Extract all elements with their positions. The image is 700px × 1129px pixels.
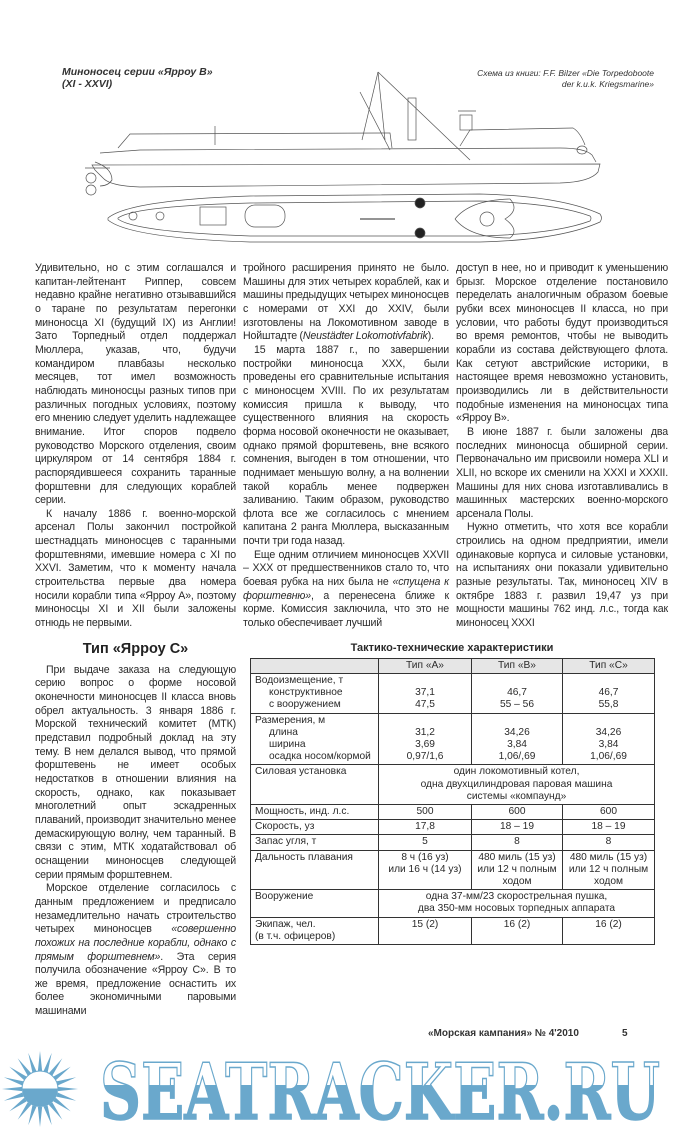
figure-area	[0, 0, 700, 258]
row-label	[251, 673, 379, 713]
source-line: der k.u.k. Kriegsmarine»	[561, 78, 654, 89]
ship-drawing	[0, 0, 700, 258]
cell: одна 37-мм/23 скорострельная пушка, два 350-мм носовых торпедных аппарата	[379, 890, 655, 917]
text-run: Морское отделение согласилось с данным предложением и предписало незамедлительно начать строительство четырех миноносцев	[35, 882, 236, 936]
cell: 8 ч (16 уз) или 16 ч (14 уз)	[379, 850, 472, 890]
table-row	[251, 917, 655, 944]
text-run: . Эта серия получила обозначение «Ярроу С». В то же время, предложение оснастить их более экономичными паровыми машинами	[35, 950, 236, 1018]
cell: 31,2 3,69 0,97/1,6	[379, 713, 472, 765]
paragraph: При выдаче заказа на следующую серию вопрос о форме носовой оконечности миноносцев II класса вновь обрел актуальность. 3 января 1886 г. Морской технический комитет (МТК) представил подробный доклад на эту тему. В нем делался вывод, что прямой форштевень не имеет особых недостатков в отношении влияния на скорость, однако, как показывает многолетний опыт эскадренных плаваний, производит значительно менее демаскирующую волну, чем таранный. В связи с этим, МТК ходатайствовал об оснащении миноносцев следующей серии прямым форштевнем.	[35, 663, 236, 881]
side-view	[85, 72, 600, 195]
cell: один локомотивный котел, одна двухцилиндровая паровая машина системы «компаунд»	[379, 765, 655, 805]
section-heading: Тип «Ярроу С»	[82, 640, 189, 657]
cell: 5	[379, 835, 472, 850]
row-label: Силовая установка	[251, 765, 379, 805]
text-run: , а перенесена ближе к корме. Комиссия заключила, что это не только обеспечивает лучший	[243, 589, 449, 630]
sublabel: с вооружением	[269, 699, 341, 711]
cell: 46,7 55,8	[563, 673, 655, 713]
cell: 34,26 3,84 1,06/,69	[563, 713, 655, 765]
table-row	[251, 673, 655, 713]
caption-subtitle: (XI - XXVI)	[62, 78, 113, 90]
text-run: тройного расширения принято не было. Машины для этих четырех кораблей, как и машины предыдущих четырех миноносцев с номерами от XXI до XXIV, были изготовлены на Локомотивном заводе в Нойштадте (	[243, 262, 449, 343]
plan-view	[108, 194, 602, 242]
text-run: Еще одним отличием миноносцев XXVII – XXX от предшественников стало то, что боевая рубка на них была не	[243, 548, 449, 589]
cell: 16 (2)	[472, 917, 563, 944]
paragraph: В июне 1887 г. были заложены два последних миноносца обширной серии. Первоначально им присвоили номера XLI и XLII, но вскоре их сменили на XXXI и XXXII. Машины для них снова изготавливались в машинных мастерских военно-морского арсенала Полы.	[456, 425, 668, 520]
sublabel: длина	[269, 726, 298, 738]
paragraph: Удивительно, но с этим соглашался и капитан-лейтенант Риппер, совсем недавно крайне негативно отзывавшийся о таране по результатам перегонки миноносца XI (будущий IX) из Англии! Зато Торпедный отдел поддержал Мюллера, указав, что, будучи командиром плавбазы несколько месяцев, тот имел возможность наблюдать миноносцы разных типов при различных погодных условиях, поэтому его мнению следует уделить надлежащее внимание. Итог споров подвело руководство Морского отделения, своим циркуляром от 14 сентября 1884 г. распорядившееся сохранить таранные форштевни для следующих кораблей серии.	[35, 262, 236, 507]
cell: 8	[563, 835, 655, 850]
cell: 480 миль (15 уз) или 12 ч полным ходом	[472, 850, 563, 890]
cell: 16 (2)	[563, 917, 655, 944]
italic-quote: «совершенно похожих на последние корабли, однако с прямым форштевнем»	[35, 923, 236, 963]
cell: 46,7 55 – 56	[472, 673, 563, 713]
paragraph: Нужно отметить, что хотя все корабли строились на одном предприятии, имели одинаковые корпуса и силовые установки, на испытаниях они показали удивительно разные результаты. Так, миноносец XIV в октябре 1883 г. развил 19,47 уз при мощности машины 762 инд. л.с., тогда как миноносец XXXI	[456, 521, 668, 630]
row-label: Скорость, уз	[251, 820, 379, 835]
specs-table	[250, 658, 655, 945]
cell: 18 – 19	[472, 820, 563, 835]
text-run: ).	[427, 330, 434, 343]
sublabel: осадка носом/кормой	[269, 751, 371, 763]
sun-logo-icon	[2, 1051, 78, 1127]
seatracker-watermark	[0, 1045, 700, 1129]
sublabel: ширина	[269, 738, 306, 750]
text-column-3	[456, 262, 668, 631]
text-column-1-bottom	[35, 664, 236, 1019]
row-label: Мощность, инд. л.с.	[251, 804, 379, 819]
cell: 8	[472, 835, 563, 850]
sublabel: конструктивное	[269, 687, 343, 699]
cell: 600	[563, 804, 655, 819]
table-header-row	[251, 658, 655, 673]
table-row	[251, 765, 655, 805]
cell: 600	[472, 804, 563, 819]
cell: 17,8	[379, 820, 472, 835]
paragraph	[35, 882, 236, 1019]
table-row	[251, 890, 655, 917]
figure-source	[477, 68, 654, 89]
row-label: Запас угля, т	[251, 835, 379, 850]
table-row	[251, 804, 655, 819]
footer-magazine: «Морская кампания» № 4'2010	[428, 1027, 579, 1039]
row-label: Дальность плавания	[251, 850, 379, 890]
right-area	[243, 262, 668, 945]
text-column-1	[35, 262, 236, 631]
table-row	[251, 713, 655, 765]
caption-title: Миноносец серии «Ярроу В»	[62, 66, 213, 78]
watermark-text: SEATRACKER.RU	[100, 1046, 660, 1129]
page-number: 5	[622, 1027, 628, 1039]
row-label: Экипаж, чел. (в т.ч. офицеров)	[251, 917, 379, 944]
table-row	[251, 820, 655, 835]
italic-quote: «спущена к форштевню»	[243, 576, 450, 602]
specs-table-block	[250, 641, 654, 945]
cell: 500	[379, 804, 472, 819]
paragraph: доступ в нее, но и приводит к уменьшению брызг. Морское отделение постановило переделать аналогичным образом боевые рубки всех миноносцев II класса, но при условии, что работы будут производиться во время ремонтов, чтобы не выводить корабли из состава действующего флота. Как сетуют австрийские историки, в настоящее время невозможно установить, производились ли в действительности подобные изменения на миноносцах типа «Ярроу В».	[456, 262, 668, 425]
paragraph	[243, 262, 449, 344]
source-line: Схема из книги: F.F. Bilzer «Die Torpedoboote	[477, 68, 654, 78]
figure-caption	[62, 66, 213, 90]
row-label	[251, 713, 379, 765]
italic-name: Neustädter Lokomotivfabrik	[302, 330, 428, 343]
header-cell: Тип «А»	[379, 658, 472, 673]
row-label: Вооружение	[251, 890, 379, 917]
cell: 18 – 19	[563, 820, 655, 835]
article-body	[0, 258, 700, 1019]
table-row	[251, 835, 655, 850]
cell: 480 миль (15 уз) или 12 ч полным ходом	[563, 850, 655, 890]
label: Водоизмещение, т	[255, 674, 344, 686]
cell: 15 (2)	[379, 917, 472, 944]
paragraph: К началу 1886 г. военно-морской арсенал Полы закончил постройкой шестнадцать миноносцев с таранными форштевнями, имевшие номера с XI по XXVI. Заметим, что к моменту начала строительства первые два номера носили корабли типа «Ярроу А», поэтому миноносцы XI и XII были заложены отнюдь не первыми.	[35, 507, 236, 630]
label: Размерения, м	[255, 714, 326, 726]
footer-row	[0, 1027, 700, 1043]
table-row	[251, 850, 655, 890]
header-cell: Тип «С»	[563, 658, 655, 673]
cell: 34,26 3,84 1,06/,69	[472, 713, 563, 765]
text-columns-2-3	[243, 262, 668, 631]
paragraph: 15 марта 1887 г., по завершении постройки миноносца XXX, были проведены его сравнительные испытания с миноносцем XVIII. По их результатам комиссия пришла к выводу, что существенного влияния на скорость форма носовой оконечности не оказывает, однако прямой форштевень, вне всякого сомнения, выгоден в том отношении, что поднимает меньшую волну, а на волнении такой корабль менее подвержен заливанию. Таким образом, руководство флота все же согласилось с мнением капитана 2 ранга Мюллера, высказанным почти три года назад.	[243, 343, 449, 548]
paragraph	[243, 549, 449, 631]
cell: 37,1 47,5	[379, 673, 472, 713]
header-cell	[251, 658, 379, 673]
table-title: Тактико-технические характеристики	[350, 641, 554, 654]
left-column	[35, 262, 236, 1019]
text-column-2	[243, 262, 449, 631]
header-cell: Тип «В»	[472, 658, 563, 673]
